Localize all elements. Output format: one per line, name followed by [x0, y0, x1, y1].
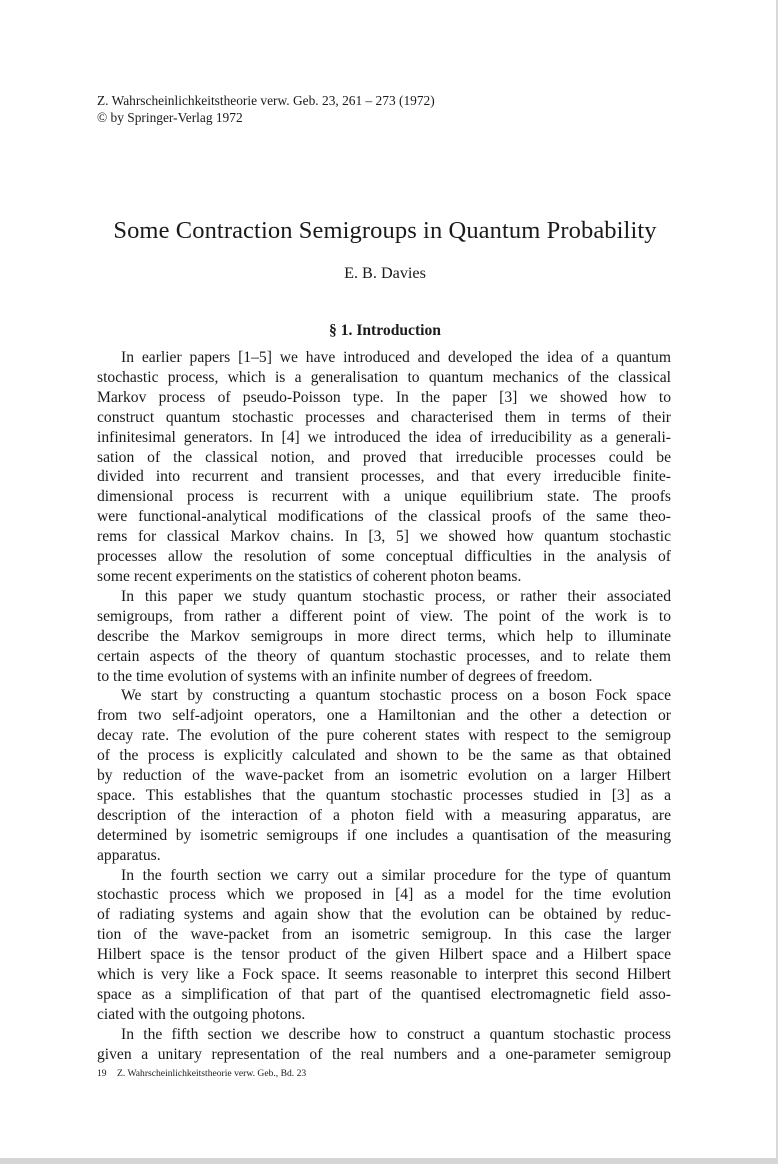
text-line: tion of the wave-packet from an isometric semigroup. In this case the larger — [97, 926, 671, 944]
body-text — [97, 348, 671, 1065]
text-line: description of the interaction of a photon field with a measuring apparatus, are — [97, 806, 671, 824]
text-line: ciated with the outgoing photons. — [97, 1005, 306, 1023]
text-line: infinitesimal generators. In [4] we introduced the idea of irreducibility as a generali- — [97, 428, 671, 446]
section-heading: § 1. Introduction — [329, 322, 441, 339]
text-line: from two self-adjoint operators, one a Hamiltonian and the other a detection or — [97, 707, 671, 725]
text-line: determined by isometric semigroups if one includes a quantisation of the measuring — [97, 826, 671, 844]
text-line: were functional-analytical modifications of the classical proofs of the same theo- — [97, 508, 671, 526]
text-line: some recent experiments on the statistics of coherent photon beams. — [97, 567, 522, 585]
text-line: stochastic process, which is a generalisation to quantum mechanics of the classical — [97, 368, 671, 386]
text-line: which is very like a Fock space. It seems reasonable to interpret this second Hilbert — [97, 966, 671, 984]
text-line: describe the Markov semigroups in more direct terms, which help to illuminate — [97, 627, 671, 645]
text-line: of the process is explicitly calculated and shown to be the same as that obtained — [97, 747, 671, 765]
text-line: In this paper we study quantum stochastic process, or rather their associated — [121, 587, 671, 605]
text-line: stochastic process which we proposed in [4] as a model for the time evolution — [97, 886, 671, 904]
text-line: of radiating systems and again show that the evolution can be obtained by reduc- — [97, 906, 671, 924]
text-line: certain aspects of the theory of quantum stochastic processes, and to relate them — [97, 647, 671, 665]
text-line: construct quantum stochastic processes and characterised them in terms of their — [97, 408, 671, 426]
text-line: apparatus. — [97, 846, 161, 864]
text-line: In the fifth section we describe how to construct a quantum stochastic process — [121, 1025, 671, 1043]
journal-header — [97, 92, 677, 126]
footer-page-number: 19 — [97, 1068, 107, 1079]
paper-title: Some Contraction Semigroups in Quantum Probability — [113, 217, 657, 244]
text-line: processes allow the resolution of some conceptual difficulties in the analysis of — [97, 548, 671, 566]
text-line: given a unitary representation of the real numbers and a one-parameter semigroup — [97, 1045, 671, 1063]
text-line: In earlier papers [1–5] we have introduced and developed the idea of a quantum — [121, 349, 671, 366]
paragraph-2 — [97, 587, 671, 687]
text-line: space as a simplification of that part of the quantised electromagnetic field asso- — [97, 986, 671, 1003]
paragraph-4 — [97, 866, 671, 1025]
copyright-notice: © by Springer-Verlag 1972 — [97, 110, 243, 125]
text-line: sation of the classical notion, and proved that irreducible processes could be — [97, 448, 671, 466]
text-line: space. This establishes that the quantum stochastic processes studied in [3] as a — [97, 786, 671, 804]
text-line: Hilbert space is the tensor product of the given Hilbert space and a Hilbert space — [97, 946, 671, 964]
paragraph-1 — [97, 348, 671, 587]
paragraph-3 — [97, 686, 671, 865]
text-line: Markov process of pseudo-Poisson type. In the paper [3] we showed how to — [97, 388, 671, 406]
paper-author: E. B. Davies — [344, 264, 426, 282]
page-footer — [97, 1068, 306, 1080]
text-line: We start by constructing a quantum stochastic process on a boson Fock space — [121, 687, 671, 705]
footer-journal-text: Z. Wahrscheinlichkeitstheorie verw. Geb., Bd. 23 — [117, 1068, 307, 1079]
journal-citation: Z. Wahrscheinlichkeitstheorie verw. Geb. 23, 261 – 273 (1972) — [97, 93, 435, 108]
text-line: divided into recurrent and transient processes, and that every irreducible finite- — [97, 468, 671, 486]
text-line: In the fourth section we carry out a similar procedure for the type of quantum — [121, 866, 671, 884]
text-line: semigroups, from rather a different point of view. The point of the work is to — [97, 607, 671, 625]
text-line: by reduction of the wave-packet from an isometric evolution on a larger Hilbert — [97, 767, 671, 785]
text-line: dimensional process is recurrent with a unique equilibrium state. The proofs — [97, 488, 671, 506]
paragraph-5 — [97, 1025, 671, 1065]
text-line: decay rate. The evolution of the pure coherent states with respect to the semigroup — [97, 727, 671, 745]
text-line: to the time evolution of systems with an infinite number of degrees of freedom. — [97, 667, 593, 685]
text-line: rems for classical Markov chains. In [3, 5] we showed how quantum stochastic — [97, 528, 671, 546]
